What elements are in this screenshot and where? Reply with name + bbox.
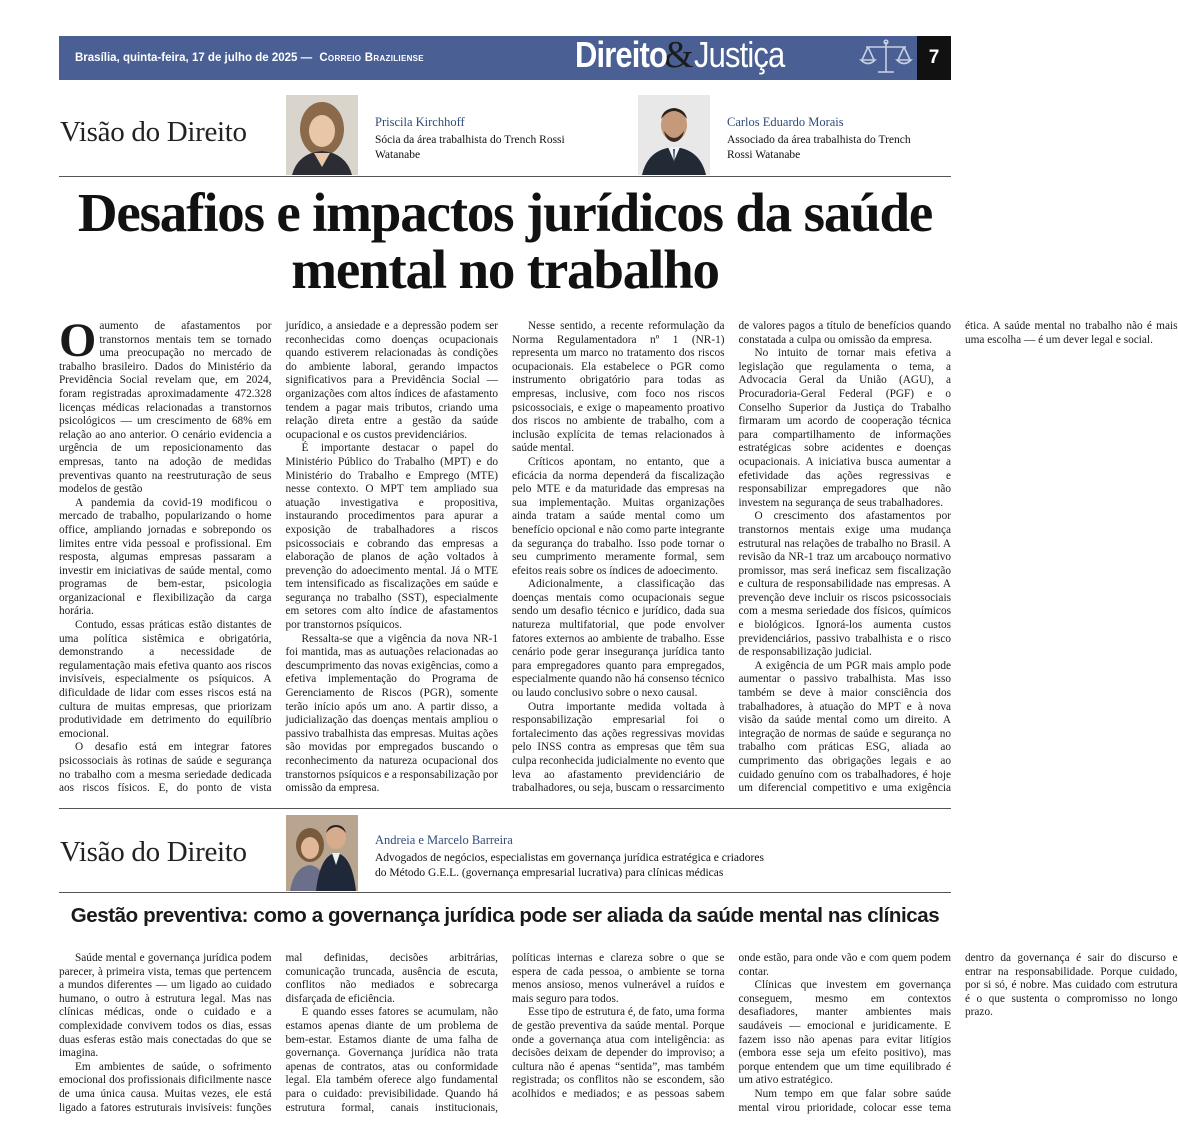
page-header-bar bbox=[59, 36, 951, 80]
divider-rule bbox=[59, 892, 951, 893]
scales-of-justice-icon bbox=[858, 38, 914, 78]
article-paragraph: Esse tipo de estrutura é, de fato, uma forma de gestão preventiva da saúde mental. Porque onde a governança atua com inteligência: as decisões deixam de depender do improviso; a cultura não é apenas “sentida”, mas também registrada; os conflitos não se escondem, são acolhidos e mediados; e as pessoas sabem onde estão, para onde vão e com quem podem contar. bbox=[512, 952, 951, 1100]
article-paragraph: No intuito de tornar mais efetiva a legislação que regulamenta o tema, a Advocacia Geral da União (AGU), a Procuradoria-Geral Federal (PGF) e o Conselho Superior da Justiça do Trabalho firmaram um acordo de cooperação técnica para compartilhamento de informações estratégicas sobre acidentes e doenças ocupacionais. A iniciativa busca aumentar a efetividade das ações regressivas e responsabilizar empregadores que não investem na segurança de seus trabalhadores. bbox=[738, 347, 951, 509]
article-paragraph: Em ambientes de saúde, o sofrimento emocional dos profissionais dificilmente nasce de uma única causa. Muitas vezes, ele está ligado a fatores estruturais invisíveis: funções mal definidas, decisões arbitrárias, comunicação truncada, ausência de escuta, conflitos não mediados e sobrecarga disfarçada de eficiência. bbox=[59, 952, 498, 1114]
divider-rule bbox=[59, 808, 951, 809]
article-paragraph: A exigência de um PGR mais amplo pode aumentar o passivo trabalhista. Mas isso também se deve à maior consciência dos trabalhadores, à atuação do MPT e à nova visão da saúde mental como um direito. A integração de normas de saúde e segurança no trabalho com práticas ESG, aliada ao cumprimento das obrigações legais e ao cuidado genuíno com os trabalhadores, é hoje um diferencial competitivo e uma exigência ética. A saúde mental no trabalho não é mais uma escolha — é um dever legal e social. bbox=[738, 320, 1178, 795]
author-name-1: Priscila Kirchhoff bbox=[375, 115, 465, 129]
author-role-1: Sócia da área trabalhista do Trench Rossi Watanabe bbox=[375, 134, 565, 161]
article-paragraph: A pandemia da covid-19 modificou o mercado de trabalho, popularizando o home office, ampliando jornadas e sobrepondo os limites entre vida pessoal e profissional. Em resposta, algumas empresas passaram a investir em iniciativas de saúde mental, como programas de bem-estar, psicologia organizacional e flexibilização da carga horária. bbox=[59, 496, 272, 618]
author-role-2: Associado da área trabalhista do Trench Rossi Watanabe bbox=[727, 134, 911, 161]
section-ampersand: & bbox=[664, 34, 694, 76]
article-paragraph: Saúde mental e governança jurídica podem parecer, à primeira vista, temas que pertencem a mundos diferentes — um ligado ao cuidado humano, o outro à estrutura legal. Mas nas clínicas médicas, onde o cuidado e a complexidade convivem todos os dias, essas duas esferas estão mais conectadas do que se imagina. bbox=[59, 952, 272, 1060]
newspaper-name: Correio Braziliense bbox=[319, 52, 424, 64]
article-paragraph: Num tempo em que falar sobre saúde mental virou prioridade, colocar esse tema dentro da governança é sair do discurso e entrar na responsabilidade. Porque cuidado, por si só, é nobre. Mas cuidado com estrutura é o que sustenta o compromisso no longo prazo. bbox=[738, 952, 1178, 1114]
author-role-3: Advogados de negócios, especialistas em governança jurídica estratégica e criadores do Método G.E.L. (governança empresarial lucrativa) para clínicas médicas bbox=[375, 852, 764, 879]
section-word-direito: Direito bbox=[575, 34, 668, 75]
article-body-2 bbox=[59, 952, 1178, 1124]
author-photo-barreira bbox=[286, 815, 358, 891]
article-paragraph: O crescimento dos afastamentos por transtornos mentais exige uma mudança estrutural nas relações de trabalho no Brasil. A revisão da NR-1 traz um arcabouço normativo promissor, mas será ineficaz sem fiscalização e cultura de responsabilidade nas empresas. A prevenção deve incluir os riscos psicossociais com a mesma seriedade dos físicos, químicos e biológicos. Ignorá-los aumenta custos previdenciários, passivo trabalhista e o risco de responsabilização judicial. bbox=[738, 510, 951, 659]
article-paragraph: Clínicas que investem em governança conseguem, mesmo em contextos desafiadores, manter ambientes mais saudáveis — emocional e juridicamente. E fazem isso não apenas para evitar litígios (embora esse seja um efeito positivo), mas porque entendem que um time equilibrado é um ativo estratégico. bbox=[738, 979, 951, 1087]
article-paragraph: Ressalta-se que a vigência da nova NR-1 foi mantida, mas as autuações relacionadas ao descumprimento das novas exigências, como a efetiva implementação do Programa de Gerenciamento de Riscos (PGR), somente terão início após um ano. A partir disso, a judicialização das doenças mentais ampliou o passivo trabalhista das empresas. Muitas ações são movidas por empregados buscando o reconhecimento da natureza ocupacional dos transtornos psíquicos e a responsabilização por omissão da empresa. bbox=[285, 632, 498, 795]
article-paragraph: Contudo, essas práticas estão distantes de uma política sistêmica e obrigatória, demonstrando a necessidade de regulamentação mais efetiva quanto aos riscos invisíveis, especialmente os psíquicos. A dificuldade de lidar com esses riscos está na cultura de muitas empresas, que priorizam produtividade em detrimento do equilíbrio emocional. bbox=[59, 619, 272, 740]
author-photo-carlos bbox=[638, 95, 710, 175]
article-paragraph: Adicionalmente, a classificação das doenças mentais como ocupacionais segue sendo um desafio técnico e jurídico, dada sua natureza multifatorial, que pode envolver fatores externos ao ambiente de trabalho. Esse cenário pode gerar insegurança jurídica tanto para empregadores quanto para empregados, especialmente quando não há consenso técnico ou laudo conclusivo sobre o nexo causal. bbox=[512, 578, 725, 700]
drop-cap: O bbox=[59, 314, 97, 367]
column-label: Visão do Direito bbox=[60, 116, 247, 148]
article-paragraph: Outra importante medida voltada à responsabilização empresarial foi o fortalecimento das ações regressivas movidas pelo INSS contra as empresas que têm sua culpa reconhecida judicialmente no evento que leva ao afastamento previdenciário de trabalhadores, ou seja, buscam o ressarcimento de valores pagos a título de benefícios quando constatada a culpa ou omissão da empresa. bbox=[512, 320, 951, 795]
edition-date: Brasília, quinta-feira, 17 de julho de 2025 — Correio Braziliense bbox=[75, 52, 424, 64]
article-paragraph: É importante destacar o papel do Ministério Público do Trabalho (MPT) e do Ministério do Trabalho e Emprego (MTE) nesse contexto. O MPT tem ampliado sua atuação investigativa e propositiva, instaurando procedimentos para apurar a exposição de trabalhadores a riscos psicossociais e cobrando das empresas a elaboração de planos de ação voltados à prevenção do adoecimento mental. Já o MTE tem intensificado as fiscalizações em saúde e segurança no trabalho (SST), especialmente em setores com alto índice de afastamentos por transtornos psíquicos. bbox=[285, 442, 498, 632]
author-name-2: Carlos Eduardo Morais bbox=[727, 115, 844, 129]
article-headline-2: Gestão preventiva: como a governança jurídica pode ser aliada da saúde mental nas clínicas bbox=[70, 904, 940, 927]
article-paragraph: Oaumento de afastamentos por transtornos mentais tem se tornado uma preocupação no mercado de trabalho brasileiro. Dados do Ministério da Previdência Social revelam que, em 2024, foram registradas aproximadamente 472.328 licenças médicas relacionadas a transtornos psicológicos — um crescimento de 68% em relação ao ano anterior. O cenário evidencia a urgência de um reposicionamento das empresas, tanto na adoção de medidas preventivas quanto na reestruturação de seus modelos de gestão bbox=[59, 314, 272, 496]
article-paragraph: E quando esses fatores se acumulam, não estamos apenas diante de um problema de bem-estar. Estamos diante de uma falha de governança. Governança jurídica não trata apenas de contratos, atas ou conformidade legal. Ela também oferece algo fundamental para o cuidado: previsibilidade. Quando há estrutura formal, canais institucionais, políticas internas e clareza sobre o que se espera de cada pessoa, o ambiente se torna menos ansioso, menos vulnerável a ruídos e mais seguro para todos. bbox=[285, 952, 725, 1114]
article-paragraph: Nesse sentido, a recente reformulação da Norma Regulamentadora nº 1 (NR-1) representa um marco no tratamento dos riscos ocupacionais. Ela estabelece o PGR como instrumento obrigatório para todas as empresas, inclusive, com foco nos riscos psicossociais, e exige o mapeamento proativo dos riscos no ambiente de trabalho, com a inclusão explícita de temas relacionados à saúde mental. bbox=[512, 320, 725, 455]
column-label: Visão do Direito bbox=[60, 836, 247, 868]
article-paragraph: Críticos apontam, no entanto, que a eficácia da norma dependerá da fiscalização pelo MTE e da maturidade das empresas na sua implementação. Muitas organizações ainda tratam a saúde mental como um benefício opcional e não como parte integrante da segurança do trabalho. Isso pode tornar o seu cumprimento meramente formal, sem efeitos reais sobre os índices de adoecimento. bbox=[512, 455, 725, 577]
divider-rule bbox=[59, 176, 951, 177]
article-headline: Desafios e impactos jurídicos da saúde mental no trabalho bbox=[77, 182, 933, 300]
page-number: 7 bbox=[917, 36, 951, 80]
author-name-3: Andreia e Marcelo Barreira bbox=[375, 833, 513, 847]
section-title bbox=[575, 33, 799, 77]
article-paragraph: O desafio está em integrar fatores psicossociais às rotinas de saúde e segurança no trabalho com a mesma seriedade dedicada aos riscos físicos. E, do ponto de vista jurídico, a ansiedade e a depressão podem ser reconhecidas como doenças ocupacionais quando estiverem relacionadas às condições do ambiente laboral, gerando impactos significativos para a Previdência Social — organizações com altos índices de afastamento tendem a pagar mais tributos, criando uma relação direta entre a gestão da saúde ocupacional e os custos previdenciários. bbox=[59, 320, 498, 795]
article-body bbox=[59, 314, 1178, 800]
author-photo-priscila bbox=[286, 95, 358, 175]
section-word-justica: Justiça bbox=[693, 34, 784, 75]
